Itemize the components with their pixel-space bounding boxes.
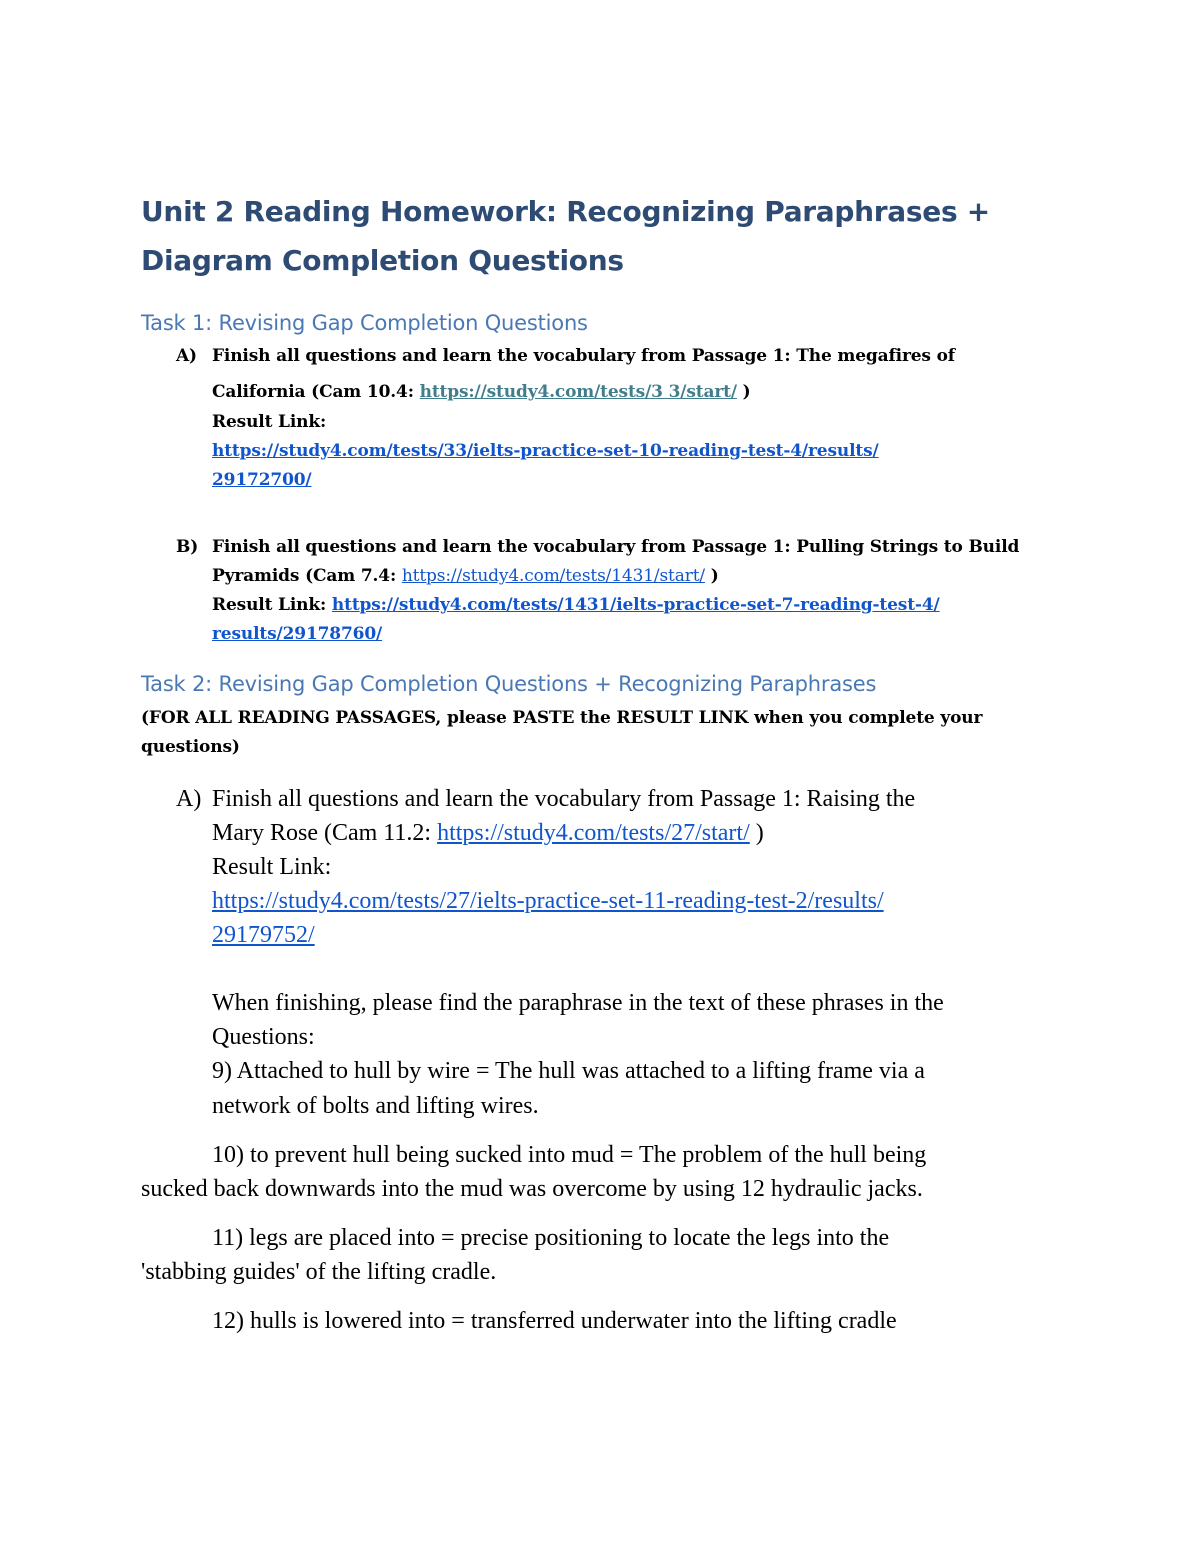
task-2-item-a-result-link-cont[interactable]: 29179752/ — [212, 922, 315, 948]
task-1-item-b-start-link[interactable]: https://study4.com/tests/1431/start/ — [401, 566, 705, 586]
page-title-line-1: Unit 2 Reading Homework: Recognizing Paraphrases + — [141, 195, 990, 228]
task-1-item-b-result-label: Result Link: — [212, 595, 332, 615]
task-1-item-b-result-link-line-2[interactable] — [212, 624, 382, 644]
task-1-item-b-marker: B) — [176, 537, 199, 557]
task-1-item-b-line-1: Finish all questions and learn the vocabulary from Passage 1: Pulling Strings to Build — [212, 537, 1020, 557]
task-2-item-a-start-link[interactable]: https://study4.com/tests/27/start/ — [437, 820, 750, 846]
task-2-item-a-result-link[interactable]: https://study4.com/tests/27/ielts-practice-set-11-reading-test-2/results/ — [212, 888, 884, 914]
question-12-line-1: 12) hulls is lowered into = transferred underwater into the lifting cradle — [212, 1308, 897, 1334]
task-2-note-line-2: questions) — [141, 737, 240, 757]
task-1-item-a-result-link-line-1[interactable] — [212, 441, 879, 461]
task-1-item-a-line-2-prefix: California (Cam 10.4: — [212, 382, 420, 402]
question-9-line-2: network of bolts and lifting wires. — [212, 1093, 539, 1119]
task-2-item-a-line-1: Finish all questions and learn the vocabulary from Passage 1: Raising the — [212, 786, 916, 812]
task-2-instruction-line-2: Questions: — [212, 1024, 315, 1050]
task-1-item-b-result-link[interactable]: https://study4.com/tests/1431/ielts-practice-set-7-reading-test-4/ — [331, 595, 940, 615]
question-10-line-1: 10) to prevent hull being sucked into mud = The problem of the hull being — [212, 1142, 927, 1168]
task-2-item-a-line-2-suffix: ) — [749, 820, 764, 846]
task-1-item-a-marker: A) — [176, 346, 197, 366]
task-1-item-b-result-line-1 — [212, 595, 940, 615]
task-2-item-a-line-2-prefix: Mary Rose (Cam 11.2: — [212, 820, 438, 846]
question-11-line-2: 'stabbing guides' of the lifting cradle. — [141, 1259, 497, 1285]
task-1-item-b-line-2-prefix: Pyramids (Cam 7.4: — [212, 566, 402, 586]
task-2-item-a-marker: A) — [176, 786, 202, 812]
task-1-item-a-line-2-suffix: ) — [736, 382, 751, 402]
task-2-heading: Task 2: Revising Gap Completion Questions + Recognizing Paraphrases — [141, 672, 877, 696]
task-2-item-a-result-link-line-1[interactable] — [212, 888, 884, 915]
task-1-item-a-result-link-cont[interactable]: 29172700/ — [212, 470, 312, 490]
question-10-line-2: sucked back downwards into the mud was overcome by using 12 hydraulic jacks. — [141, 1176, 923, 1202]
task-1-item-b-line-2 — [212, 566, 719, 586]
task-1-item-b-line-2-suffix: ) — [704, 566, 719, 586]
task-2-item-a-result-label: Result Link: — [212, 854, 332, 880]
task-1-item-a-result-link-line-2[interactable] — [212, 470, 312, 490]
task-1-item-a-result-label: Result Link: — [212, 412, 327, 432]
question-11-line-1: 11) legs are placed into = precise positioning to locate the legs into the — [212, 1225, 890, 1251]
task-2-item-a-line-2 — [212, 820, 764, 847]
task-2-instruction-line-1: When finishing, please find the paraphrase in the text of these phrases in the — [212, 990, 944, 1016]
question-9-line-1: 9) Attached to hull by wire = The hull was attached to a lifting frame via a — [212, 1058, 925, 1084]
task-1-item-a-line-1: Finish all questions and learn the vocabulary from Passage 1: The megafires of — [212, 346, 955, 366]
page-title-line-2: Diagram Completion Questions — [141, 244, 624, 277]
task-1-heading: Task 1: Revising Gap Completion Questions — [141, 311, 588, 335]
task-2-item-a-result-link-line-2[interactable] — [212, 922, 315, 949]
task-2-note-line-1: (FOR ALL READING PASSAGES, please PASTE the RESULT LINK when you complete your — [141, 708, 983, 728]
task-1-item-a-result-link[interactable]: https://study4.com/tests/33/ielts-practice-set-10-reading-test-4/results/ — [212, 441, 879, 461]
task-1-item-b-result-link-cont[interactable]: results/29178760/ — [212, 624, 383, 644]
task-1-item-a-start-link[interactable]: https://study4.com/tests/3 3/start/ — [419, 382, 737, 402]
task-1-item-a-line-2 — [212, 382, 751, 402]
